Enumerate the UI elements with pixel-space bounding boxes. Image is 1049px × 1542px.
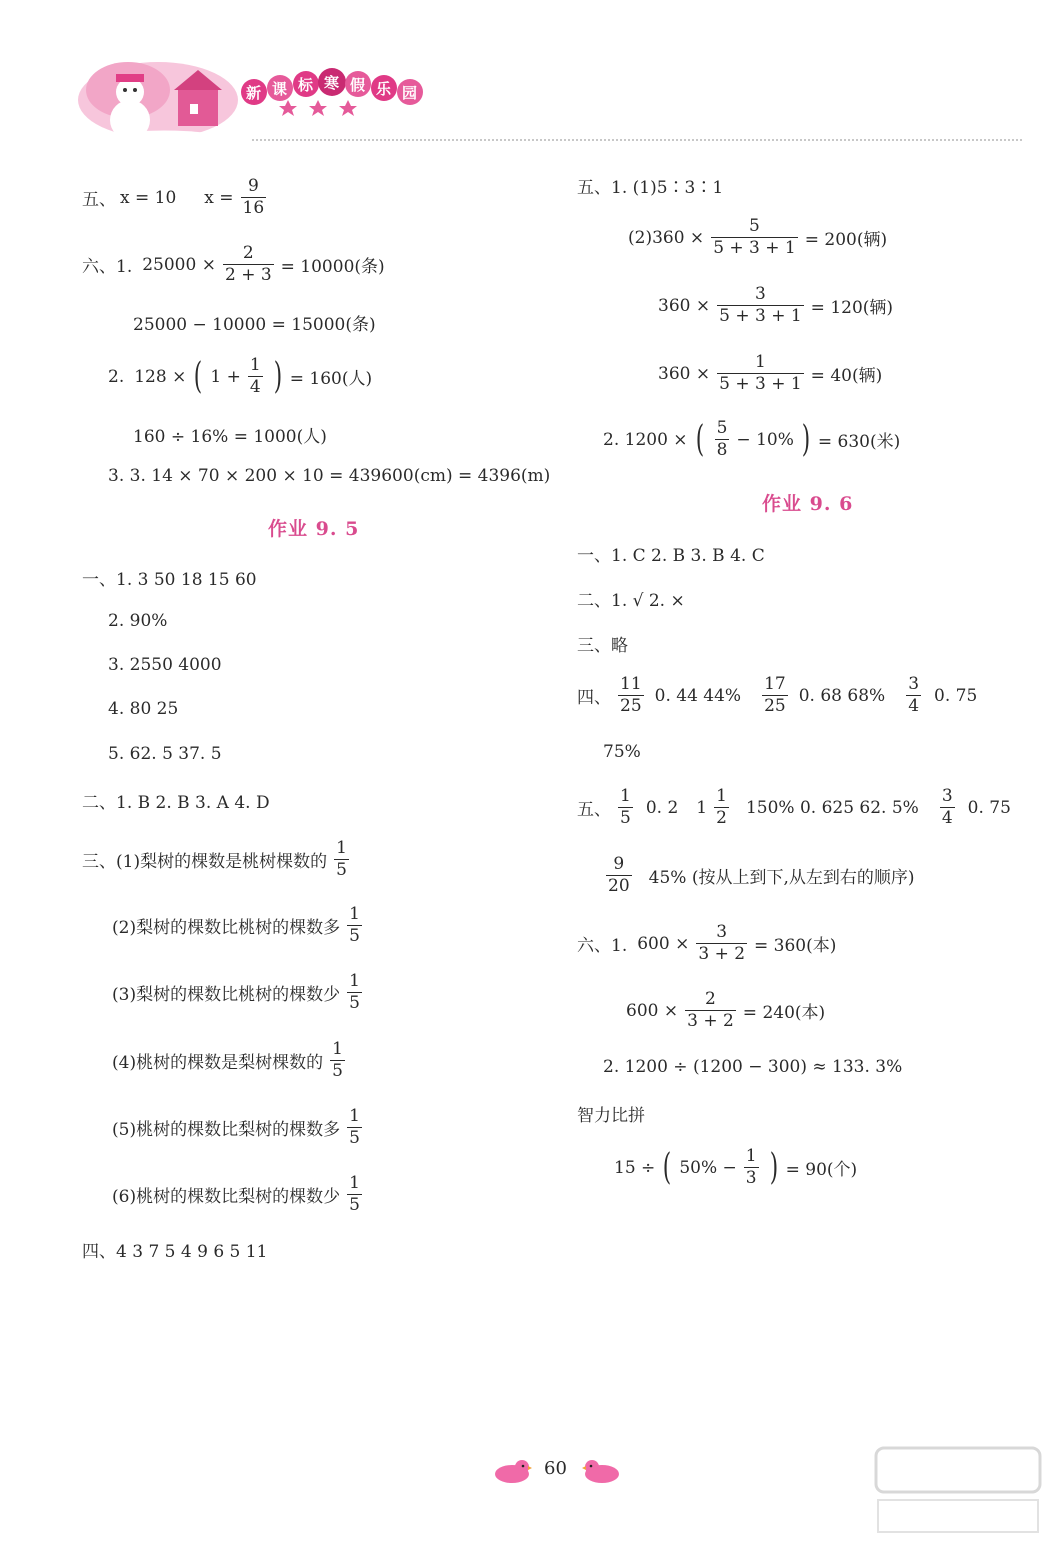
answer-text: 600 × [626,1000,679,1021]
answer-text: = 200(辆) [804,230,888,250]
label: 2. [108,366,125,387]
fraction: $\frac{2}{3 + 2}$ [687,989,734,1031]
answer-text: (3)梨树的棵数比桃树的棵数少 [112,985,341,1005]
answer-text: 0. 44 44% [654,685,742,706]
header-divider [252,139,1022,141]
label: 六、1. [577,936,628,956]
answer-text: (2)360 × [628,227,705,248]
left-paren: ( [663,1146,672,1188]
zhili-heading: 智力比拼 [577,1106,645,1126]
answer-text: x = 10 [120,187,177,208]
label: 四、 [577,688,611,708]
r-answer-5-1: 五、1. (1)5∶3∶1 [577,178,724,198]
answer-6-3: 3. 3. 14 × 70 × 200 × 10 = 439600(cm) = 4396(m) [108,466,551,486]
left-paren: ( [194,355,203,397]
svg-text:假: 假 [350,76,366,94]
page-number: 60 [544,1458,567,1479]
answer-text: 360 × [658,363,711,384]
bird-icon [582,1458,622,1484]
r-answer-5-2a [628,218,887,257]
answer-1-4: 4. 80 25 [108,699,179,719]
r-answer-4 [577,676,977,715]
svg-text:新: 新 [246,84,262,102]
r-answer-4b: 75% [603,742,641,762]
fraction: $\frac{9}{16}$ [242,176,265,218]
left-paren: ( [695,418,704,460]
fraction: $\frac{9}{20}$ [608,854,630,896]
answer-3-3 [112,973,365,1012]
fraction: $\frac{1}{5}$ [332,1039,343,1081]
snowman-header-illustration [78,60,258,148]
fraction: $\frac{1}{2}$ [716,786,727,828]
answer-1-1: 一、1. 3 50 18 15 60 [82,570,257,590]
label: 五、 [82,190,116,210]
answer-text: 50% − [679,1157,737,1178]
r-answer-5 [577,788,1011,827]
label: 六、1. [82,257,133,277]
answer-6-2a [108,357,372,396]
answer-3-2 [112,906,365,945]
r-answer-1: 一、1. C 2. B 3. B 4. C [577,546,765,566]
answer-text: = 240(本) [742,1003,826,1023]
right-paren: ) [801,418,811,460]
zhili-answer [614,1148,857,1187]
answer-text: 三、(1)梨树的棵数是桃树棵数的 [82,852,328,872]
answer-text: = 630(米) [817,432,901,452]
fraction: $\frac{5}{8}$ [716,418,728,460]
answer-text: 0. 75 [967,797,1011,818]
fraction: $\frac{1}{5 + 3 + 1}$ [719,352,802,394]
answer-text: 1 + [210,366,241,387]
answer-text: 15 ÷ [614,1157,656,1178]
r-answer-6-1b [626,991,825,1030]
answer-text: (2)梨树的棵数比桃树的棵数多 [112,918,341,938]
answer-text: (4)桃树的棵数是梨树棵数的 [112,1053,324,1073]
answer-text: = 160(人) [289,369,373,389]
answer-text: 0. 68 68% [798,685,886,706]
answer-text: 2. 1200 × [603,429,688,450]
fraction: $\frac{1}{4}$ [249,355,261,397]
answer-3-4 [112,1041,348,1080]
answer-text: 0. 75 [934,685,978,706]
answer-2: 二、1. B 2. B 3. A 4. D [82,793,270,813]
r-answer-5-2c [658,354,882,393]
answer-3-6 [112,1175,365,1214]
answer-text: = 360(本) [754,936,837,956]
answer-text: x = [204,187,234,208]
fraction: $\frac{1}{5}$ [349,1173,360,1215]
svg-text:园: 园 [402,84,418,102]
answer-text: 1 [696,797,708,818]
r-answer-5b [603,856,915,895]
answer-text: 128 × [134,366,187,387]
fraction: $\frac{1}{5}$ [349,904,360,946]
fraction: $\frac{17}{25}$ [764,674,786,716]
right-paren: ) [769,1146,778,1188]
answer-text: = 90(个) [785,1160,858,1180]
label: 五、 [577,800,611,820]
right-paren: ) [273,355,282,397]
fraction: $\frac{1}{5}$ [349,971,360,1013]
svg-text:标: 标 [298,76,314,94]
svg-text:寒: 寒 [324,74,340,92]
fraction: $\frac{1}{5}$ [349,1106,360,1148]
svg-text:乐: 乐 [376,80,392,98]
fraction: $\frac{3}{4}$ [908,674,920,716]
fraction: $\frac{1}{3}$ [745,1146,757,1188]
answer-text: 150% 0. 625 62. 5% [745,797,919,818]
r-answer-3: 三、略 [577,636,628,656]
bird-icon [492,1458,532,1484]
answer-6-1b: 25000 − 10000 = 15000(条) [133,315,376,335]
r-answer-5-2b [658,286,893,325]
fraction: $\frac{11}{25}$ [620,674,642,716]
answer-6-2b: 160 ÷ 16% = 1000(人) [133,427,327,447]
fraction: $\frac{1}{5}$ [620,786,631,828]
answer-3-1 [82,840,352,879]
answer-text: 45% (按从上到下,从左到右的顺序) [648,868,915,888]
watermark-logo [868,1440,1048,1540]
r-answer-6-2: 2. 1200 ÷ (1200 − 300) ≈ 133. 3% [603,1057,903,1077]
answer-text: 360 × [658,295,711,316]
svg-text:课: 课 [272,80,288,98]
fraction: $\frac{2}{2 + 3}$ [224,243,272,285]
answer-text: 25000 × [142,254,216,275]
header-title [238,62,438,118]
answer-4: 四、4 3 7 5 4 9 6 5 11 [82,1242,268,1262]
answer-1-5: 5. 62. 5 37. 5 [108,744,222,764]
answer-3-5 [112,1108,365,1147]
answer-text: = 120(辆) [810,298,894,318]
answer-text: − 10% [736,429,794,450]
answer-1-2: 2. 90% [108,611,168,631]
answer-text: = 40(辆) [810,366,883,386]
answer-text: = 10000(条) [280,257,385,277]
fraction: $\frac{3}{3 + 2}$ [698,922,746,964]
r-answer-6-1a [577,924,836,963]
fraction: $\frac{3}{4}$ [941,786,953,828]
fraction: $\frac{5}{5 + 3 + 1}$ [713,216,796,258]
answer-5 [82,178,269,217]
section-title-9-5: 作业 9. 5 [268,518,360,540]
answer-text: 600 × [637,933,690,954]
section-title-9-6: 作业 9. 6 [762,493,854,515]
answer-text: 0. 2 [645,797,679,818]
fraction: $\frac{3}{5 + 3 + 1}$ [719,284,802,326]
fraction: $\frac{1}{5}$ [336,838,347,880]
answer-text: (5)桃树的棵数比梨树的棵数多 [112,1120,341,1140]
r-answer-2: 二、1. √ 2. × [577,591,685,611]
answer-text: (6)桃树的棵数比梨树的棵数少 [112,1187,341,1207]
r-answer-5-3 [603,420,900,459]
answer-6-1a [82,245,385,284]
answer-1-3: 3. 2550 4000 [108,655,222,675]
